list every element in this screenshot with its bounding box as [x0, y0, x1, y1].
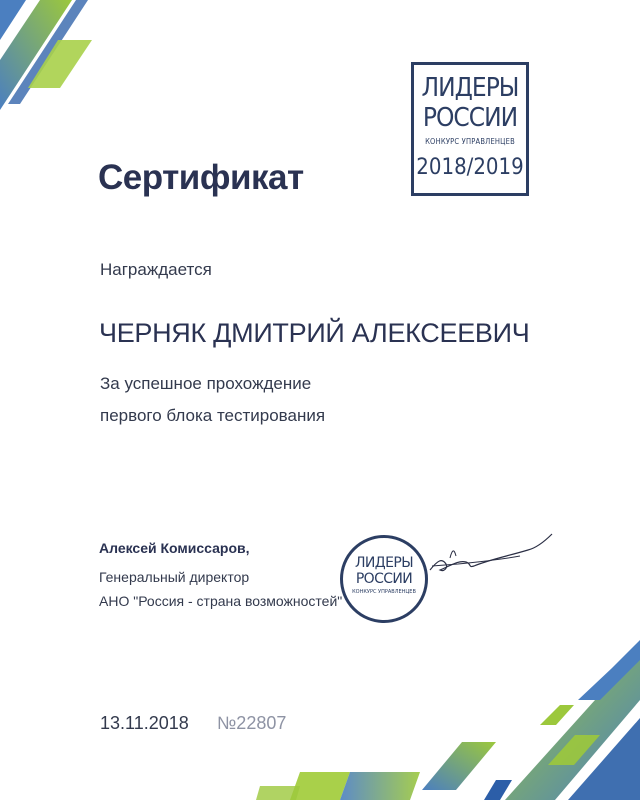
logo-line-1: ЛИДЕРЫ — [421, 73, 519, 103]
stamp-line-2: РОССИИ — [355, 571, 413, 587]
awarded-label: Награждается — [100, 260, 212, 279]
issue-date: 13.11.2018 — [100, 713, 189, 733]
certificate-number: №22807 — [217, 713, 287, 733]
reason-line-1: За успешное прохождение — [100, 374, 312, 393]
stamp-subtitle: КОНКУРС УПРАВЛЕНЦЕВ — [352, 589, 416, 595]
logo-line-2: РОССИИ — [422, 103, 518, 133]
signatory-position: Генеральный директор — [99, 569, 250, 585]
contest-logo — [411, 62, 529, 196]
logo-subtitle: КОНКУРС УПРАВЛЕНЦЕВ — [425, 137, 515, 146]
certificate-title: Сертификат — [98, 158, 304, 197]
round-stamp — [340, 535, 428, 623]
stamp-line-1: ЛИДЕРЫ — [355, 555, 413, 571]
logo-year: 2018/2019 — [416, 155, 524, 180]
handwritten-signature — [428, 520, 558, 580]
signatory-organization: АНО "Россия - страна возможностей" — [99, 593, 343, 609]
recipient-name: ЧЕРНЯК ДМИТРИЙ АЛЕКСЕЕВИЧ — [99, 318, 530, 348]
reason-line-2: первого блока тестирования — [100, 406, 326, 425]
signatory-name: Алексей Комиссаров, — [99, 540, 250, 556]
